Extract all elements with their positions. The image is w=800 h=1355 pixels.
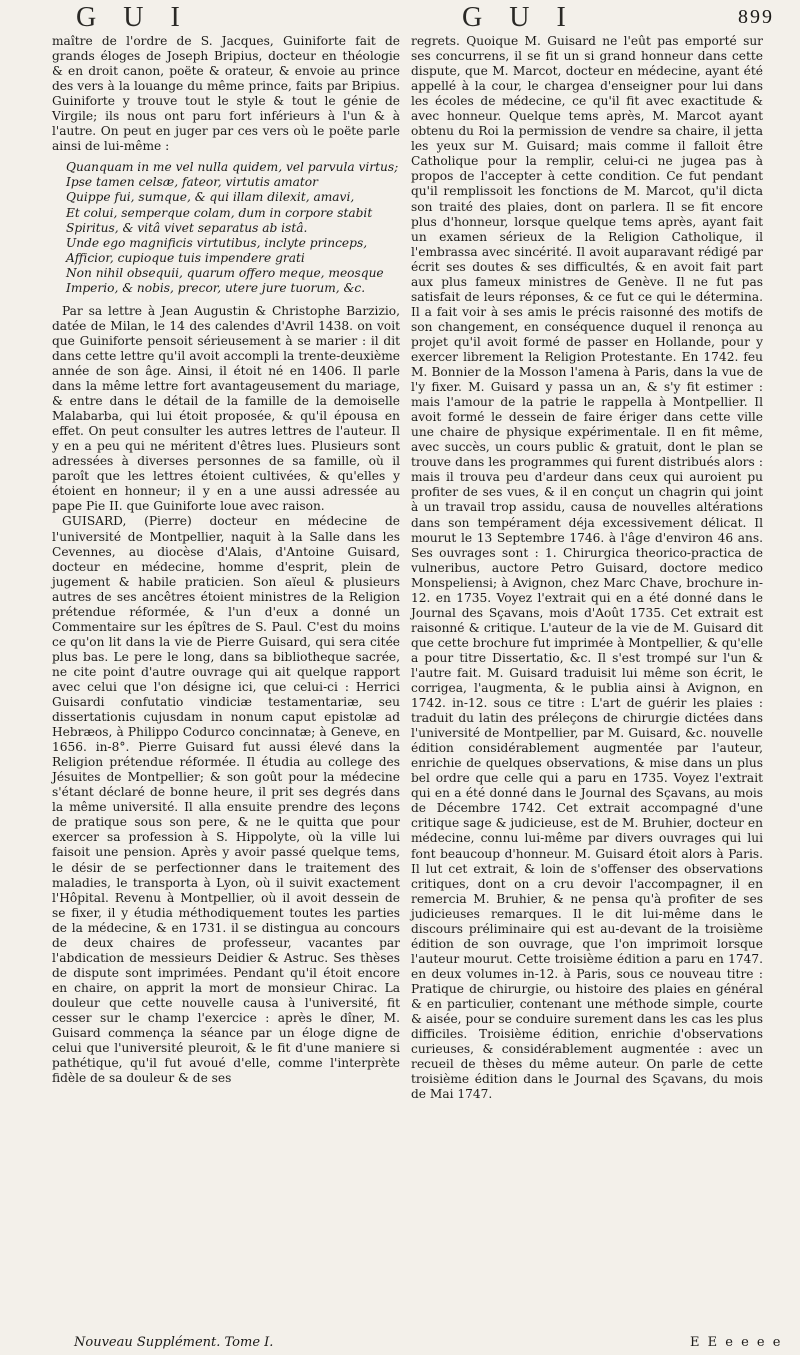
running-head-left: G U I [76,2,190,33]
running-head-right: G U I [462,2,576,33]
left-paragraph-1: maître de l'ordre de S. Jacques, Guiniforte fait de grands éloges de Joseph Bripius, docteur en théologie & en droit canon, poëte & orateur, & envoie au prince des vers à la louange du même prince, faits par Bripius. Guiniforte y trouve tout le style & tout le génie de Virgile; ils nous ont paru fort inférieurs à l'un & à l'autre. On peut en juger par ces vers où le poëte parle ainsi de lui-même : [52,34,400,154]
verse-line: Non nihil obsequii, quarum offero meque, meosque [66,265,384,280]
verse-line: Imperio, & nobis, precor, utere jure tuorum, &c. [66,280,366,295]
footer-volume: Nouveau Supplément. Tome I. [74,1335,274,1350]
signature-mark: E E e e e e [690,1335,783,1350]
right-paragraph-1: regrets. Quoique M. Guisard ne l'eût pas emporté sur ses concurrens, il se fit un si grand honneur dans cette dispute, que M. Marcot, docteur en médecine, ayant été appellé à la cour, le chargea d'enseigner pour lui dans les écoles de médecine, ce qu'il fit avec exactitude & avec honneur. Quelque tems après, M. Marcot ayant obtenu du Roi la permission de vendre sa chaire, il jetta les yeux sur M. Guisard; mais comme il falloit être Catholique pour la remplir, celui-ci ne jugea pas à propos de l'accepter à cette condition. Ce fut pendant qu'il remplissoit les fonctions de M. Marcot, qu'il dicta son traité des plaies, dont on parlera. Il se fit encore plus d'honneur, lorsque quelque tems après, ayant fait un examen sérieux de la Religion Catholique, il l'embrassa avec sincérité. Il avoit auparavant rédigé par écrit ses doutes & ses difficultés, & en avoit fait part aux plus fameux ministres de Genève. Il ne fut pas satisfait de leurs réponses, & ce fut ce qui le détermina. Il a fait voir à ses amis le précis raisonné des motifs de son changement, en conséquence duquel il renonça au projet qu'il avoit formé de passer en Hollande, pour y exercer librement la Religion Protestante. En 1742. feu M. Bonnier de la Mosson l'amena à Paris, dans la vue de l'y fixer. M. Guisard y passa un an, & s'y fit estimer : mais l'amour de la patrie le rappella à Montpellier. Il avoit formé le dessein de faire ériger dans cette ville une chaire de physique expérimentale. Il en fit même, avec succès, un cours public & gratuit, dont le plan se trouve dans les programmes qui furent distribués alors : mais il trouva peu d'ardeur dans ceux qui auroient pu profiter de ses vues, & il en conçut un chagrin qui joint à un travail trop assidu, causa de nouvelles altérations dans son tempérament déja excessivement délicat. Il mourut le 13 Septembre 1746. à l'âge d'environ 46 ans. Ses ouvrages sont : 1. Chirurgica theorico-practica de vulneribus, auctore Petro Guisard, doctore medico Monspeliensi; à Avignon, chez Marc Chave, brochure in-12. en 1735. Voyez l'extrait qui en a été donné dans le Journal des Sçavans, mois d'Août 1735. Cet extrait est raisonné & critique. L'auteur de la vie de M. Guisard dit que cette brochure fut imprimée à Montpellier, & qu'elle a pour titre Dissertatio, &c. Il s'est trompé sur l'un & l'autre fait. M. Guisard traduisit lui même son écrit, le corrigea, l'augmenta, & le publia ainsi à Avignon, en 1742. in-12. sous ce titre : L'art de guérir les plaies : traduit du latin des préleçons de chirurgie dictées dans l'université de Montpellier, par M. Guisard, &c. nouvelle édition considérablement augmentée par l'auteur, enrichie de quelques observations, & mise dans un plus bel ordre que celle qui a paru en 1735. Voyez l'extrait qui en a été donné dans le Journal des Sçavans, au mois de Décembre 1742. Cet extrait accompagné d'une critique sage & judicieuse, est de M. Bruhier, docteur en médecine, connu lui-même par divers ouvrages qui lui font beaucoup d'honneur. M. Guisard étoit alors à Paris. Il lut cet extrait, & loin de s'offenser des observations critiques, dont on a cru devoir l'accompagner, il en remercia M. Bruhier, & ne pensa qu'à profiter de ses judicieuses remarques. Il le dit lui-même dans le discours préliminaire qui est au-devant de la troisième édition de son ouvrage, que l'on imprimoit lorsque l'auteur mourut. Cette troisième édition a paru en 1747. en deux volumes in-12. à Paris, sous ce nouveau titre : Pratique de chirurgie, ou histoire des plaies en général & en particulier, contenant une méthode simple, courte & aisée, pour se conduire surement dans les cas les plus difficiles. Troisième édition, enrichie d'observations curieuses, & considérablement augmentée : avec un recueil de thèses du même auteur. On parle de cette troisième édition dans le Journal des Sçavans, du mois de Mai 1747. [411,34,763,1102]
verse-line: Ipse tamen celsæ, fateor, virtutis amator [66,175,318,190]
left-paragraph-2: Par sa lettre à Jean Augustin & Christophe Barzizio, datée de Milan, le 14 des calendes d'Avril 1438. on voit que Guiniforte pensoit sérieusement à se marier : il dit dans cette lettre qu'il avoit accompli la trente-deuxième année de son âge. Ainsi, il étoit né en 1406. Il parle dans la même lettre fort avantageusement du mariage, & entre dans le détail de la famille de la demoiselle Malabarba, qui lui étoit proposée, & qu'il épousa en effet. On peut consulter les autres lettres de l'auteur. Il y en a peu qui ne méritent d'êtres lues. Plusieurs sont adressées à diverses personnes de sa famille, où il paroît que les lettres étoient cultivées, & qu'elles y étoient en honneur; il y en a une aussi adressée au pape Pie II. que Guiniforte loue avec raison. [52,303,400,514]
verse-line: Unde ego magnificis virtutibus, inclyte princeps, [66,235,368,250]
left-column [52,34,400,1086]
verse-line: Et colui, semperque colam, dum in corpore stabit [66,205,373,220]
guisard-entry: GUISARD, (Pierre) docteur en médecine de l'université de Montpellier, naquit à la Salle dans les Cevennes, au diocèse d'Alais, d'Antoine Guisard, docteur en médecine, homme d'esprit, plein de jugement & habile praticien. Son aïeul & plusieurs autres de ses ancêtres étoient ministres de la Religion prétendue réformée, & l'un d'eux a donné un Commentaire sur les épîtres de S. Paul. C'est du moins ce qu'on lit dans la vie de Pierre Guisard, qui sera citée plus bas. Le pere le long, dans sa bibliotheque sacrée, ne cite point d'autre ouvrage qui ait quelque rapport avec celui que l'on désigne ici, que celui-ci : Herrici Guisardi confutatio vindiciæ testamentariæ, seu dissertationis cujusdam in nonum caput epistolæ ad Hebræos, à Philippo Codurco concinnatæ; à Geneve, en 1656. in-8°. Pierre Guisard fut aussi élevé dans la Religion prétendue réformée. Il étudia au college des Jésuites de Montpellier; & son goût pour la médecine s'étant déclaré de bonne heure, il prit ses degrés dans la même université. Il alla ensuite prendre des leçons de pratique sous son pere, & ne le quitta que pour exercer sa profession à S. Hippolyte, où la ville lui faisoit une pension. Après y avoir passé quelque tems, le désir de se perfectionner dans le traitement des maladies, le transporta à Lyon, où il suivit exactement l'Hôpital. Revenu à Montpellier, où il avoit dessein de se fixer, il y étudia méthodiquement toutes les parties de la médecine, & en 1731. il se distingua au concours de deux chaires de professeur, vacantes par l'abdication de messieurs Deidier & Astruc. Ses thèses de dispute sont imprimées. Pendant qu'il étoit encore en chaire, on apprit la mort de monsieur Chirac. La douleur que cette nouvelle causa à l'université, fit cesser sur le champ l'exercice : après le dîner, M. Guisard commença la séance par un éloge digne de celui que l'université pleuroit, & le fit d'une maniere si pathétique, qu'il fut avoué d'elle, comme l'interprète fidèle de sa douleur & de ses [52,514,400,1086]
verse-line: Quippe fui, sumque, & qui illam dilexit, amavi, [66,190,355,205]
verse-line: Afficior, cupioque tuis impendere grati [66,250,305,265]
verse-line: Spiritus, & vitâ vivet separatus ab istâ. [66,220,308,235]
latin-verse [66,160,400,295]
page-number: 899 [738,6,774,28]
verse-line: Quanquam in me vel nulla quidem, vel parvula virtus; [66,160,399,175]
right-column [411,34,763,1102]
